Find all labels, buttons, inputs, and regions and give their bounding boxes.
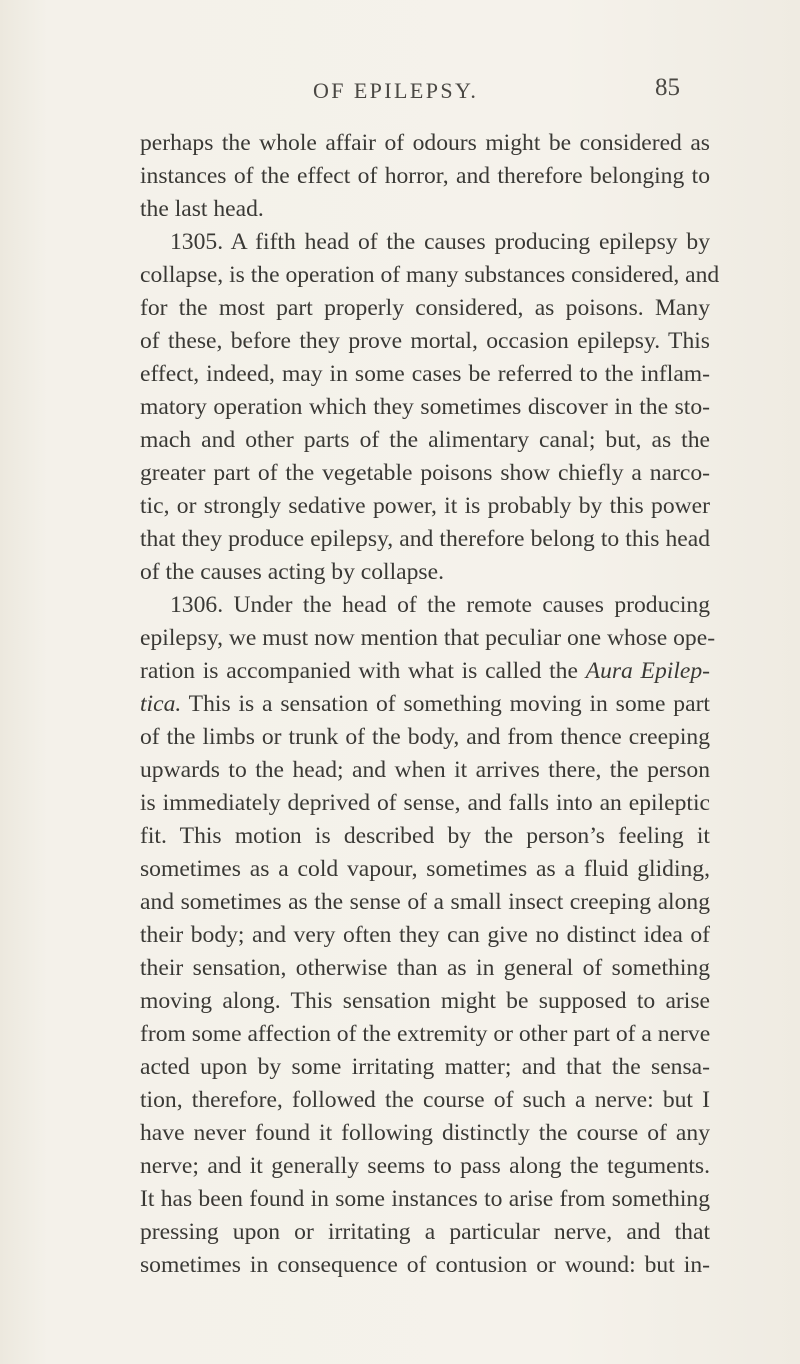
text-line: instances of the effect of horror, and therefore belonging to [140, 163, 710, 189]
text-line: sometimes as a cold vapour, sometimes as a fluid gliding, [140, 856, 710, 882]
text-line-aura [140, 655, 710, 688]
text-line: epilepsy, we must now mention that peculiar one whose ope- [140, 625, 716, 651]
text-line: fit. This motion is described by the person’s feeling it [140, 823, 710, 849]
text-line: tion, therefore, followed the course of such a nerve: but I [140, 1087, 710, 1113]
text-line: from some affection of the extremity or other part of a nerve [140, 1021, 711, 1047]
italic-term: Aura Epilep- [585, 658, 711, 684]
text-line: for the most part properly considered, as poisons. Many [140, 295, 710, 321]
page-number: 85 [655, 74, 680, 101]
text-line: have never found it following distinctly the course of any [140, 1120, 710, 1146]
page-header [0, 72, 800, 112]
text-line: nerve; and it generally seems to pass along the teguments. [140, 1153, 710, 1179]
text-line-aura-cont [140, 688, 710, 721]
text-line: of the causes acting by collapse. [140, 559, 444, 585]
text-line: moving along. This sensation might be supposed to arise [140, 988, 710, 1014]
text-line: greater part of the vegetable poisons show chiefly a narco- [140, 460, 710, 486]
text-line: upwards to the head; and when it arrives there, the person [140, 757, 710, 783]
text-line: sometimes in consequence of contusion or wound: but in- [140, 1252, 710, 1278]
text-line: of the limbs or trunk of the body, and from thence creeping [140, 724, 710, 750]
text-line: perhaps the whole affair of odours might be considered as [140, 130, 710, 156]
text-line: tic, or strongly sedative power, it is probably by this power [140, 493, 710, 519]
text-line: collapse, is the operation of many substances considered, and [140, 262, 720, 288]
text-line: matory operation which they sometimes discover in the sto- [140, 394, 710, 420]
text-line: and sometimes as the sense of a small insect creeping along [140, 889, 710, 915]
italic-term: tica. [140, 691, 182, 717]
text-segment: ration is accompanied with what is called the [140, 658, 586, 684]
text-segment: This is a sensation of something moving in some part [181, 691, 710, 717]
text-line: their body; and very often they can give no distinct idea of [140, 922, 710, 948]
text-line: of these, before they prove mortal, occasion epilepsy. This [140, 328, 710, 354]
text-line: mach and other parts of the alimentary canal; but, as the [140, 427, 710, 453]
text-line: that they produce epilepsy, and therefore belong to this head [140, 526, 710, 552]
running-title: OF EPILEPSY. [313, 78, 479, 103]
paragraph-1305-start: 1305. A fifth head of the causes producing epilepsy by [170, 229, 710, 255]
text-line: It has been found in some instances to arise from something [140, 1186, 710, 1212]
text-line: pressing upon or irritating a particular nerve, and that [140, 1219, 710, 1245]
text-line: effect, indeed, may in some cases be referred to the inflam- [140, 361, 710, 387]
paragraph-1306-start: 1306. Under the head of the remote causes producing [170, 592, 710, 618]
text-line: acted upon by some irritating matter; and that the sensa- [140, 1054, 710, 1080]
text-line: the last head. [140, 196, 264, 222]
text-line: is immediately deprived of sense, and falls into an epileptic [140, 790, 710, 816]
text-line: their sensation, otherwise than as in general of something [140, 955, 710, 981]
